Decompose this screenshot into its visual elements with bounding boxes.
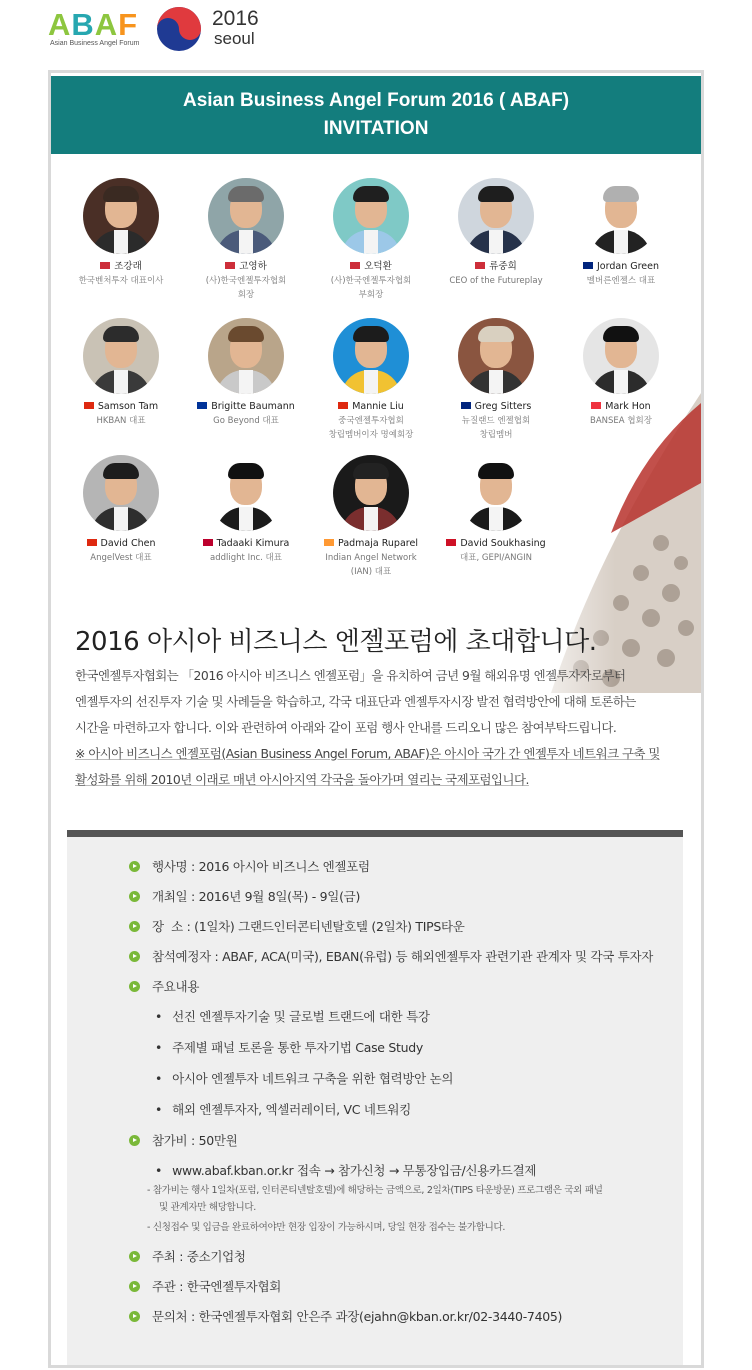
invitation-card [48, 70, 704, 1368]
speaker-name: Greg Sitters [432, 400, 560, 413]
country-flag-icon [203, 539, 213, 546]
abaf-note-line: ※ 아시아 비즈니스 엔젤포럼(Asian Business Angel Forum, ABAF)은 아시아 국가 간 엔젤투자 네트워크 구축 및 [75, 746, 660, 761]
speaker-title: Indian Angel Network [325, 553, 417, 563]
intro-line: 시간을 마련하고자 합니다. 이와 관련하여 아래와 같이 포럼 행사 안내를 드리오니 많은 참여부탁드립니다. [75, 720, 617, 735]
speaker-title: 창립멤버 [479, 430, 513, 440]
country-flag-icon [100, 262, 110, 269]
speaker-card [557, 178, 685, 287]
speaker-card [57, 178, 185, 287]
speaker-name: David Soukhasing [432, 537, 560, 550]
bullet-icon [129, 981, 140, 992]
speaker-title: 중국엔젤투자협회 [338, 416, 404, 426]
country-flag-icon [461, 402, 471, 409]
speaker-title: 멜버른엔젤스 대표 [586, 276, 656, 286]
speaker-title: 뉴질랜드 엔젤협회 [461, 416, 531, 426]
logo-year: 2016 [212, 7, 259, 30]
speaker-title: (IAN) 대표 [350, 567, 392, 577]
speaker-card [182, 178, 310, 301]
speaker-card [432, 455, 560, 564]
fee-note: 및 관계자만 해당합니다. [159, 1202, 256, 1213]
speaker-card [432, 178, 560, 287]
taegeuk-emblem-icon [156, 6, 202, 52]
country-flag-icon [350, 262, 360, 269]
speaker-title: CEO of the Futureplay [449, 276, 543, 286]
country-flag-icon [324, 539, 334, 546]
speaker-name: Samson Tam [57, 400, 185, 413]
speaker-name: Brigitte Baumann [182, 400, 310, 413]
bullet-icon [129, 861, 140, 872]
main-content-item: • 아시아 엔젤투자 네트워크 구축을 위한 협력방안 논의 [155, 1071, 454, 1086]
speaker-photo [83, 455, 159, 531]
speaker-photo [458, 455, 534, 531]
speaker-name: Mark Hon [557, 400, 685, 413]
speaker-name: 고영하 [182, 260, 310, 273]
info-attendees: 참석예정자 : ABAF, ACA(미국), EBAN(유럽) 등 해외엔젤투자 관련기관 관계자 및 각국 투자자 [129, 947, 653, 965]
bullet-icon [129, 891, 140, 902]
country-flag-icon [446, 539, 456, 546]
speaker-name: Mannie Liu [307, 400, 435, 413]
speaker-title: addlight Inc. 대표 [210, 553, 282, 563]
country-flag-icon [84, 402, 94, 409]
speaker-photo [458, 318, 534, 394]
speaker-card [57, 455, 185, 564]
speaker-title: BANSEA 협회장 [590, 416, 652, 426]
speaker-title: 부회장 [358, 290, 384, 300]
country-flag-icon [591, 402, 601, 409]
info-main-content: 주요내용 [129, 977, 199, 995]
speaker-title: 창립멤버이자 명예회장 [328, 430, 414, 440]
speaker-card [557, 318, 685, 427]
speaker-name: Tadaaki Kimura [182, 537, 310, 550]
speaker-name: 오덕환 [307, 260, 435, 273]
speaker-name: Jordan Green [557, 260, 685, 273]
speaker-name: 류중희 [432, 260, 560, 273]
country-flag-icon [338, 402, 348, 409]
country-flag-icon [87, 539, 97, 546]
logo-city: seoul [214, 29, 255, 48]
bullet-icon [129, 921, 140, 932]
speaker-card [57, 318, 185, 427]
speaker-name: David Chen [57, 537, 185, 550]
speaker-title: 대표, GEPI/ANGIN [460, 553, 532, 563]
banner-subtitle: INVITATION [323, 118, 429, 139]
speaker-photo [583, 318, 659, 394]
speaker-name: 조강래 [57, 260, 185, 273]
speaker-title: AngelVest 대표 [90, 553, 152, 563]
abaf-logo [48, 6, 348, 56]
fee-steps: • www.abaf.kban.or.kr 접속 → 참가신청 → 무통장입금/신용카드결제 [155, 1163, 537, 1178]
info-contact: 문의처 : 한국엔젤투자협회 안은주 과장(ejahn@kban.or.kr/02-3440-7405) [129, 1307, 562, 1325]
info-date: 개최일 : 2016년 9월 8일(목) - 9일(금) [129, 887, 360, 905]
speaker-photo [208, 178, 284, 254]
country-flag-icon [225, 262, 235, 269]
main-content-item: • 해외 엔젤투자자, 엑셀러레이터, VC 네트워킹 [155, 1102, 411, 1117]
speaker-card [432, 318, 560, 441]
speaker-photo [83, 318, 159, 394]
speaker-title: (사)한국엔젤투자협회 [330, 276, 412, 286]
intro-text [75, 663, 683, 793]
speaker-title: HKBAN 대표 [96, 416, 146, 426]
event-info-box [67, 830, 683, 1368]
speaker-title: 한국벤처투자 대표이사 [78, 276, 164, 286]
speaker-photo [333, 318, 409, 394]
intro-line: 한국엔젤투자협회는 「2016 아시아 비즈니스 엔젤포럼」을 유치하여 금년 9월 해외유명 엔젤투자자로부터 [75, 668, 626, 683]
info-organizer: 주관 : 한국엔젤투자협회 [129, 1277, 281, 1295]
bullet-icon [129, 1251, 140, 1262]
speaker-title: (사)한국엔젤투자협회 [205, 276, 287, 286]
logo-subtitle: Asian Business Angel Forum [50, 40, 140, 47]
info-host: 주최 : 중소기업청 [129, 1247, 246, 1265]
speaker-card [307, 178, 435, 301]
country-flag-icon [583, 262, 593, 269]
country-flag-icon [475, 262, 485, 269]
country-flag-icon [197, 402, 207, 409]
logo-wordmark: ABAF [48, 7, 139, 42]
speaker-card [182, 318, 310, 427]
invitation-banner [51, 76, 701, 154]
speaker-title: 회장 [237, 290, 255, 300]
speaker-photo [583, 178, 659, 254]
fee-note: - 참가비는 행사 1일차(포럼, 인터콘티넨탈호텔)에 해당하는 금액으로, 2일차(TIPS 타운방문) 프로그램은 국외 패널 [147, 1185, 603, 1196]
speaker-photo [83, 178, 159, 254]
info-venue: 장 소 : (1일차) 그랜드인터콘티넨탈호텔 (2일차) TIPS타운 [129, 917, 465, 935]
speaker-photo [208, 318, 284, 394]
speaker-card [307, 318, 435, 441]
speaker-title: Go Beyond 대표 [213, 416, 279, 426]
banner-title: Asian Business Angel Forum 2016 ( ABAF) [182, 90, 570, 111]
speaker-name: Padmaja Ruparel [307, 537, 435, 550]
main-content-item: • 선진 엔젤투자기술 및 글로벌 트랜드에 대한 특강 [155, 1009, 430, 1024]
bullet-icon [129, 1311, 140, 1322]
speaker-card [182, 455, 310, 564]
bullet-icon [129, 1135, 140, 1146]
fee-note: - 신청접수 및 입금을 완료하여야만 현장 입장이 가능하시며, 당일 현장 접수는 불가합니다. [147, 1222, 506, 1233]
speaker-photo [208, 455, 284, 531]
intro-line: 엔젤투자의 선진투자 기술 및 사례들을 학습하고, 각국 대표단과 엔젤투자시장 발전 협력방안에 대해 토론하는 [75, 694, 636, 709]
speaker-photo [333, 455, 409, 531]
info-event-name: 행사명 : 2016 아시아 비즈니스 엔젤포럼 [129, 857, 370, 875]
info-fee: 참가비 : 50만원 [129, 1131, 237, 1149]
speaker-card [307, 455, 435, 578]
abaf-note-line: 활성화를 위해 2010년 이래로 매년 아시아지역 각국을 돌아가며 열리는 국제포럼입니다. [75, 772, 529, 787]
bullet-icon [129, 1281, 140, 1292]
main-content-item: • 주제별 패널 토론을 통한 투자기법 Case Study [155, 1040, 423, 1055]
speaker-photo [333, 178, 409, 254]
speaker-photo [458, 178, 534, 254]
invitation-headline: 2016 아시아 비즈니스 엔젤포럼에 초대합니다. [75, 627, 597, 657]
bullet-icon [129, 951, 140, 962]
